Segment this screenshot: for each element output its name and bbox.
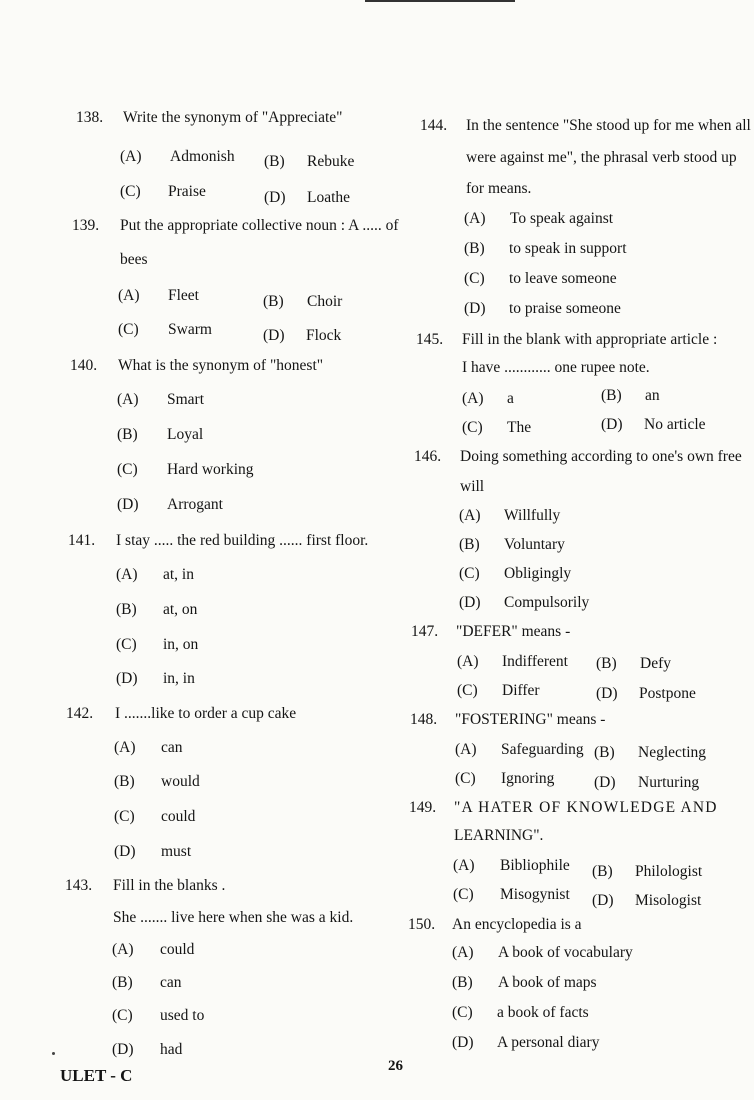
option-text: To speak against bbox=[510, 210, 614, 227]
option-text: Hard working bbox=[167, 461, 254, 478]
option-letter: (C) bbox=[464, 270, 485, 287]
option-letter: (A) bbox=[120, 148, 142, 165]
option-letter: (A) bbox=[114, 739, 136, 756]
option-letter: (B) bbox=[112, 974, 133, 991]
question-text: Write the synonym of "Appreciate" bbox=[123, 109, 343, 126]
option-text: Praise bbox=[168, 183, 206, 200]
question-text-line2: LEARNING". bbox=[454, 827, 544, 844]
option-letter: (C) bbox=[453, 886, 474, 903]
option-letter: (B) bbox=[464, 240, 485, 257]
question-text: Put the appropriate collective noun : A ..... of bbox=[120, 217, 399, 234]
question-text-line2: She ....... live here when she was a kid. bbox=[113, 909, 354, 926]
option-letter: (B) bbox=[601, 387, 622, 404]
page-number: 26 bbox=[388, 1058, 403, 1074]
option-text: to praise someone bbox=[509, 300, 621, 317]
option-letter: (C) bbox=[455, 770, 476, 787]
option-letter: (A) bbox=[462, 390, 484, 407]
option-text: can bbox=[161, 739, 183, 756]
option-text: The bbox=[507, 419, 532, 436]
option-text: Swarm bbox=[168, 321, 212, 338]
question-text-line2: will bbox=[460, 478, 485, 495]
option-text: Arrogant bbox=[167, 496, 223, 513]
option-letter: (A) bbox=[112, 941, 134, 958]
option-text: Obligingly bbox=[504, 565, 572, 582]
option-text: must bbox=[161, 843, 192, 860]
question-text: An encyclopedia is a bbox=[452, 916, 582, 933]
option-text: Loathe bbox=[307, 189, 351, 206]
option-text: in, on bbox=[163, 636, 199, 653]
option-text: Misogynist bbox=[500, 886, 570, 903]
option-text: Admonish bbox=[170, 148, 235, 165]
option-letter: (D) bbox=[601, 416, 623, 433]
option-letter: (A) bbox=[453, 857, 475, 874]
option-letter: (A) bbox=[118, 287, 140, 304]
option-text: Smart bbox=[167, 391, 205, 408]
question-text: I .......like to order a cup cake bbox=[115, 705, 297, 722]
option-letter: (C) bbox=[117, 461, 138, 478]
option-letter: (D) bbox=[594, 774, 616, 791]
question-text: "A HATER OF KNOWLEDGE AND bbox=[454, 799, 718, 816]
question-text: Fill in the blank with appropriate article : bbox=[462, 331, 718, 348]
option-letter: (C) bbox=[452, 1004, 473, 1021]
option-letter: (B) bbox=[114, 773, 135, 790]
option-text: Voluntary bbox=[504, 536, 565, 553]
question-text: I stay ..... the red building ...... first floor. bbox=[116, 532, 369, 549]
option-letter: (D) bbox=[116, 670, 138, 687]
option-text: could bbox=[160, 941, 195, 958]
option-text: A book of maps bbox=[498, 974, 597, 991]
option-letter: (C) bbox=[116, 636, 137, 653]
option-letter: (D) bbox=[596, 685, 618, 702]
option-text: Indifferent bbox=[502, 653, 568, 670]
option-text: Safeguarding bbox=[501, 741, 584, 758]
option-text: Defy bbox=[640, 655, 671, 672]
option-text: Nurturing bbox=[638, 774, 700, 791]
option-letter: (C) bbox=[114, 808, 135, 825]
question-number: 145. bbox=[416, 331, 444, 348]
question-number: 150. bbox=[408, 916, 436, 933]
question-text: Doing something according to one's own free bbox=[460, 448, 742, 465]
option-text: to leave someone bbox=[509, 270, 617, 287]
question-text: "DEFER" means - bbox=[456, 623, 571, 640]
option-letter: (D) bbox=[592, 892, 614, 909]
question-text: "FOSTERING" means - bbox=[455, 711, 606, 728]
option-text: could bbox=[161, 808, 196, 825]
question-number: 147. bbox=[411, 623, 439, 640]
option-letter: (B) bbox=[592, 863, 613, 880]
option-text: Willfully bbox=[504, 507, 561, 524]
option-text: had bbox=[160, 1041, 183, 1058]
option-text: a book of facts bbox=[497, 1004, 589, 1021]
question-text: In the sentence "She stood up for me when all bbox=[466, 117, 751, 134]
option-letter: (C) bbox=[462, 419, 483, 436]
question-number: 144. bbox=[420, 117, 448, 134]
paper-code: ULET - C bbox=[60, 1066, 133, 1085]
option-text: a bbox=[507, 390, 514, 407]
option-letter: (B) bbox=[452, 974, 473, 991]
option-text: would bbox=[161, 773, 200, 790]
option-text: Loyal bbox=[167, 426, 204, 443]
option-text: an bbox=[645, 387, 660, 404]
question-text-line2: I have ............ one rupee note. bbox=[462, 359, 650, 376]
question-number: 139. bbox=[72, 217, 100, 234]
option-letter: (B) bbox=[596, 655, 617, 672]
option-letter: (A) bbox=[459, 507, 481, 524]
option-letter: (B) bbox=[594, 744, 615, 761]
option-text: Differ bbox=[502, 682, 540, 699]
option-letter: (C) bbox=[459, 565, 480, 582]
option-text: at, in bbox=[163, 566, 194, 583]
option-text: A book of vocabulary bbox=[498, 944, 633, 961]
question-number: 142. bbox=[66, 705, 94, 722]
option-letter: (B) bbox=[263, 293, 284, 310]
option-letter: (B) bbox=[116, 601, 137, 618]
option-letter: (A) bbox=[457, 653, 479, 670]
option-letter: (A) bbox=[455, 741, 477, 758]
option-letter: (A) bbox=[464, 210, 486, 227]
option-text: Ignoring bbox=[501, 770, 555, 787]
option-text: can bbox=[160, 974, 182, 991]
stray-dot bbox=[52, 1052, 55, 1055]
option-text: Fleet bbox=[168, 287, 199, 304]
option-letter: (A) bbox=[117, 391, 139, 408]
option-text: to speak in support bbox=[509, 240, 627, 257]
option-text: Compulsorily bbox=[504, 594, 590, 611]
option-letter: (A) bbox=[452, 944, 474, 961]
question-text: What is the synonym of "honest" bbox=[118, 357, 324, 374]
option-text: Flock bbox=[306, 327, 342, 344]
option-text: used to bbox=[160, 1007, 205, 1024]
option-letter: (C) bbox=[118, 321, 139, 338]
option-letter: (D) bbox=[114, 843, 136, 860]
option-text: Bibliophile bbox=[500, 857, 570, 874]
option-letter: (B) bbox=[459, 536, 480, 553]
option-text: A personal diary bbox=[497, 1034, 600, 1051]
option-letter: (D) bbox=[263, 327, 285, 344]
option-text: at, on bbox=[163, 601, 198, 618]
question-text: Fill in the blanks . bbox=[113, 877, 226, 894]
option-letter: (C) bbox=[120, 183, 141, 200]
option-letter: (C) bbox=[457, 682, 478, 699]
option-letter: (D) bbox=[459, 594, 481, 611]
question-number: 143. bbox=[65, 877, 93, 894]
option-text: Neglecting bbox=[638, 744, 707, 761]
question-number: 138. bbox=[76, 109, 104, 126]
option-letter: (D) bbox=[264, 189, 286, 206]
option-text: Choir bbox=[307, 293, 343, 310]
option-text: Misologist bbox=[635, 892, 702, 909]
question-number: 148. bbox=[410, 711, 438, 728]
option-text: Philologist bbox=[635, 863, 703, 880]
question-number: 141. bbox=[68, 532, 96, 549]
option-text: in, in bbox=[163, 670, 195, 687]
option-text: Rebuke bbox=[307, 153, 355, 170]
option-letter: (C) bbox=[112, 1007, 133, 1024]
question-text-line3: for means. bbox=[466, 180, 532, 197]
option-letter: (D) bbox=[452, 1034, 474, 1051]
question-number: 140. bbox=[70, 357, 98, 374]
option-letter: (D) bbox=[464, 300, 486, 317]
option-text: No article bbox=[644, 416, 706, 433]
question-number: 149. bbox=[409, 799, 437, 816]
option-letter: (D) bbox=[117, 496, 139, 513]
option-letter: (D) bbox=[112, 1041, 134, 1058]
option-text: Postpone bbox=[639, 685, 696, 702]
option-letter: (B) bbox=[117, 426, 138, 443]
option-letter: (B) bbox=[264, 153, 285, 170]
question-text-line2: were against me", the phrasal verb stood up bbox=[466, 149, 737, 166]
option-letter: (A) bbox=[116, 566, 138, 583]
question-number: 146. bbox=[414, 448, 442, 465]
question-text-line2: bees bbox=[120, 251, 148, 268]
